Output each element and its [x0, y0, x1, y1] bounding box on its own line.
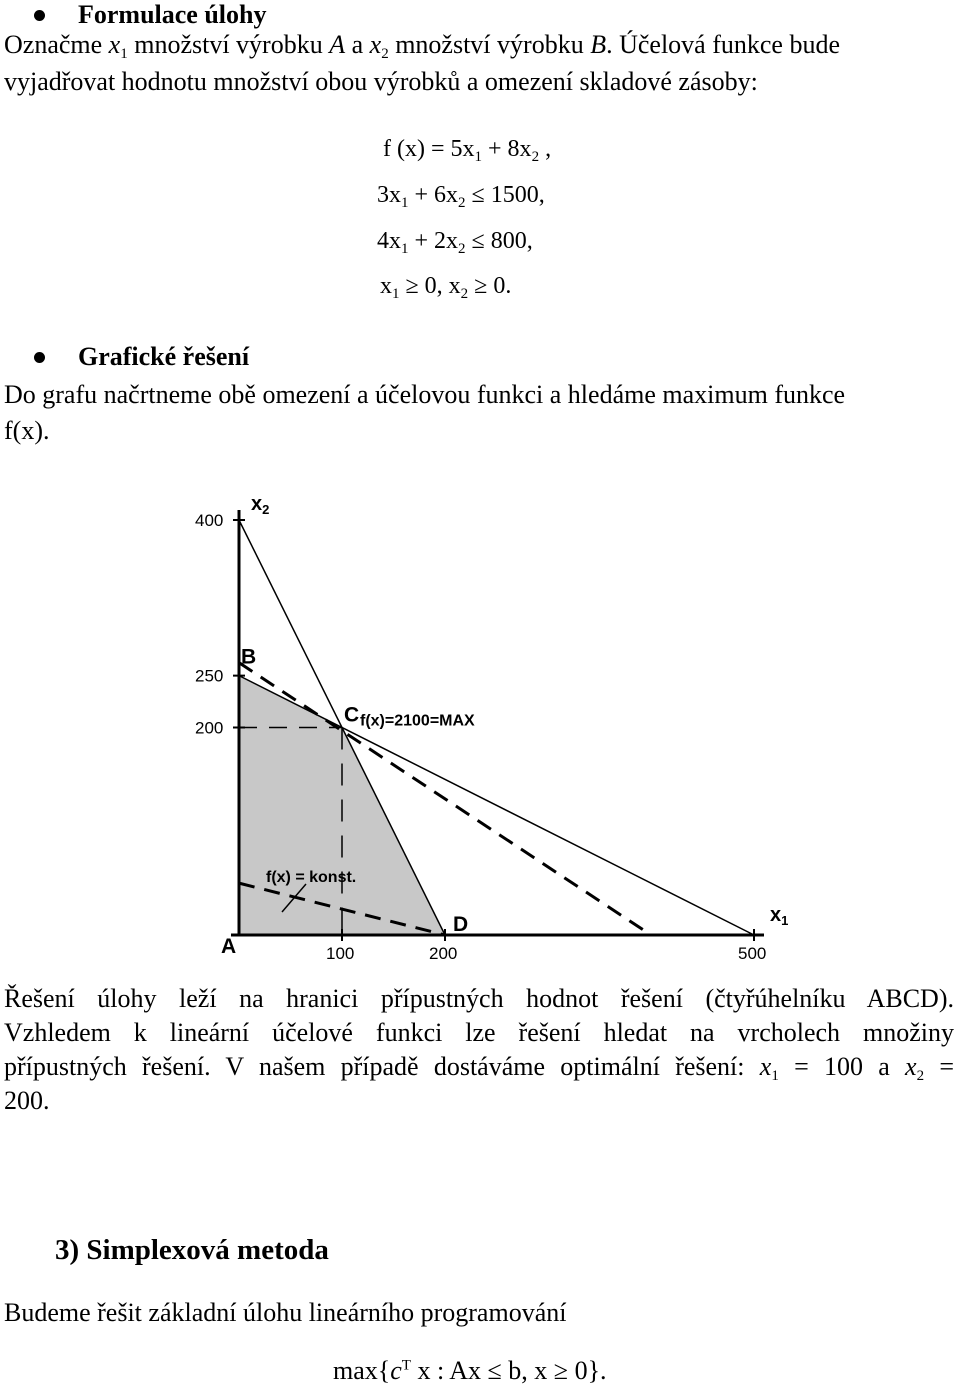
x-tick-label-200: 200: [429, 944, 458, 963]
section4-line: Budeme řešit základní úlohu lineárního programování: [4, 1298, 567, 1327]
simplex-formula: $\max\{c^T$ x : Ax ≤ b, x ≥ 0}.: [333, 1356, 607, 1385]
section2-line-2: f(x).: [4, 416, 50, 445]
annotation-max: f(x)=2100=MAX: [360, 712, 475, 730]
point-label-C: C: [344, 703, 360, 727]
solution-line-3: přípustných řešení. V našem případě dostáváme optimální řešení: $x_1 = 100$ a $x_2$ =: [4, 1052, 955, 1084]
point-label-A: A: [221, 935, 237, 958]
bullet-2: [34, 352, 45, 363]
equation-constraint-1: $3x_1 + 6x_2 \le 1500$,: [377, 182, 545, 211]
y-axis-label: $x_2$: [251, 493, 270, 517]
intro-line-1: Označme $x_1$ množství výrobku A a $x_2$ množství výrobku B. Účelová funkce bude: [4, 30, 840, 62]
x-axis-label: $x_1$: [770, 904, 789, 928]
intro-line-2: vyjadřovat hodnotu množství obou výrobků a omezení skladové zásoby:: [4, 67, 758, 96]
section2-line-1: Do grafu načrtneme obě omezení a účelovou funkci a hledáme maximum funkce: [4, 380, 846, 409]
heading-formulace: Formulace úlohy: [78, 0, 267, 29]
solution-line-2: Vzhledem k lineární účelové funkci lze řešení hledat na vrcholech množiny: [4, 1018, 954, 1047]
x-tick-label-100: 100: [326, 944, 355, 963]
equation-constraint-2: $4x_1 + 2x_2 \le 800$,: [377, 228, 533, 257]
point-label-D: D: [453, 913, 469, 936]
y-tick-label-200: 200: [195, 718, 224, 738]
heading-simplexova-metoda: 3) Simplexová metoda: [55, 1234, 329, 1266]
solution-line-1: Řešení úlohy leží na hranici přípustných hodnot řešení (čtyřúhelníku ABCD).: [4, 984, 954, 1013]
annotation-konst: f(x) = konst.: [266, 869, 357, 886]
equation-nonnegativity: $x_1 \ge 0$, $x_2 \ge 0$.: [380, 273, 512, 302]
x-tick-label-500: 500: [738, 944, 767, 963]
point-label-B: B: [241, 645, 257, 669]
y-tick-label-250: 250: [195, 666, 224, 686]
bullet-1: [34, 10, 45, 21]
solution-line-4: 200.: [4, 1086, 50, 1115]
heading-graficke-reseni: Grafické řešení: [78, 342, 250, 371]
lp-graph: [0, 480, 960, 980]
y-tick-label-400: 400: [195, 511, 224, 530]
equation-objective: f $(x) = 5x_1 + 8x_2$ ,: [383, 136, 552, 165]
